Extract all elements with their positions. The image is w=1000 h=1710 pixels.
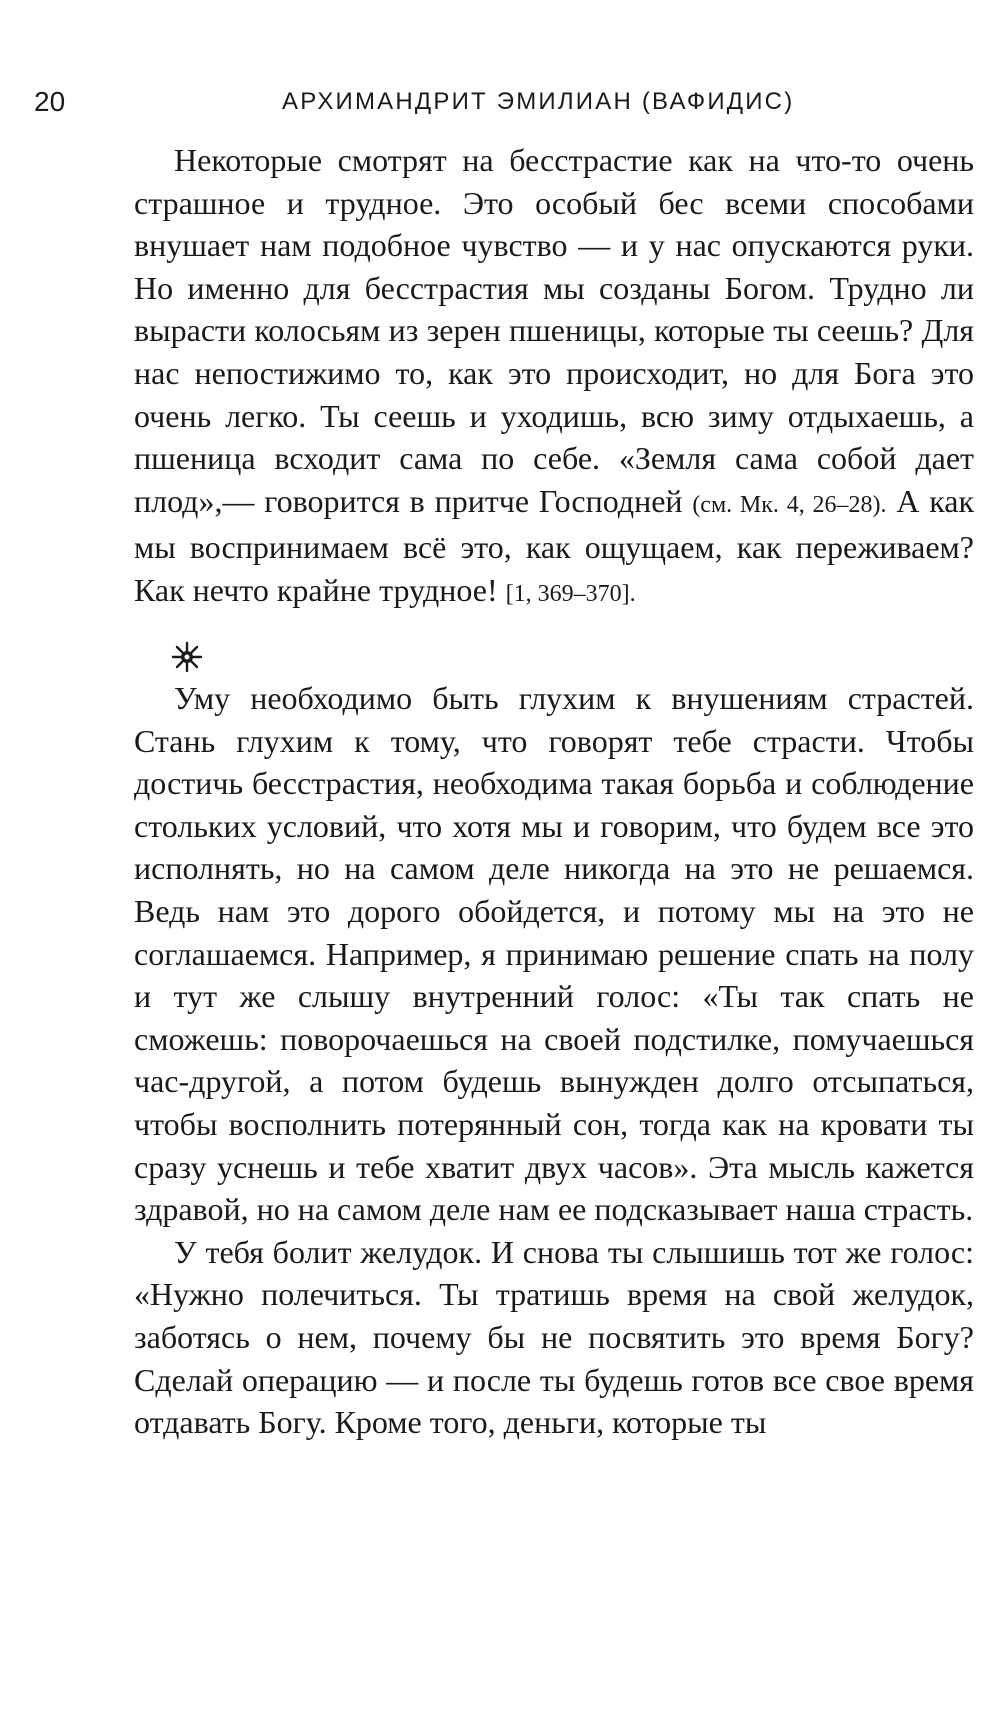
page-number: 20 <box>34 86 66 117</box>
paragraph <box>134 139 974 616</box>
text-section-2 <box>134 677 974 1444</box>
paragraph-text: Некоторые смотрят на бесстрастие как на что-то очень страшное и трудное. Это особый бес всеми способами внушает нам подобное чувство — и у нас опускаются руки. Но именно для бесстрастия мы созданы Богом. Трудно ли вырасти колосьям из зерен пшеницы, которые ты сеешь? Для нас непостижимо то, как это происходит, но для Бога это очень легко. Ты сеешь и уходишь, всю зиму отдыхаешь, а пшеница всходит сама по себе. «Земля сама собой дает плод»,— говорится в притче Господней <box>134 142 974 519</box>
running-head <box>34 82 994 122</box>
text-section-1 <box>134 139 974 616</box>
asterisk-sun-ornament-icon <box>170 640 204 674</box>
paragraph-text-continued: А как мы воспринимаем всё это, как ощущаем, как переживаем? Как нечто крайне трудное! <box>134 482 975 608</box>
paragraph: Уму необходимо быть глухим к внушениям страстей. Стань глухим к тому, что говорят тебе страсти. Чтобы достичь бесстрастия, необходима такая борьба и соблюдение стольких условий, что хотя мы и говорим, что будем все это исполнять, но на самом деле никогда на это не решаемся. Ведь нам это дорого обойдется, и потому мы на это не соглашаемся. Например, я принимаю решение спать на полу и тут же слышу внутренний голос: «Ты так спать не сможешь: поворочаешься на своей подстилке, помучаешься час-другой, а потом будешь вынужден долго отсыпаться, чтобы восполнить потерянный сон, тогда как на кровати ты сразу уснешь и тебе хватит двух часов». Эта мысль кажется здравой, но на самом деле нам ее подсказывает наша страсть. <box>134 680 974 1228</box>
scripture-reference: (см. Мк. 4, 26–28). <box>692 491 887 518</box>
running-head-title: АРХИМАНДРИТ ЭМИЛИАН (ВАФИДИС) <box>282 88 795 115</box>
source-reference: [1, 369–370]. <box>505 580 636 607</box>
paragraph: У тебя болит желудок. И снова ты слышишь тот же голос: «Нужно полечиться. Ты тратишь время на свой желудок, заботясь о нем, почему бы не посвятить это время Богу? Сделай операцию — и после ты будешь готов все свое время отдавать Богу. Кроме того, деньги, которые ты <box>134 1233 974 1441</box>
